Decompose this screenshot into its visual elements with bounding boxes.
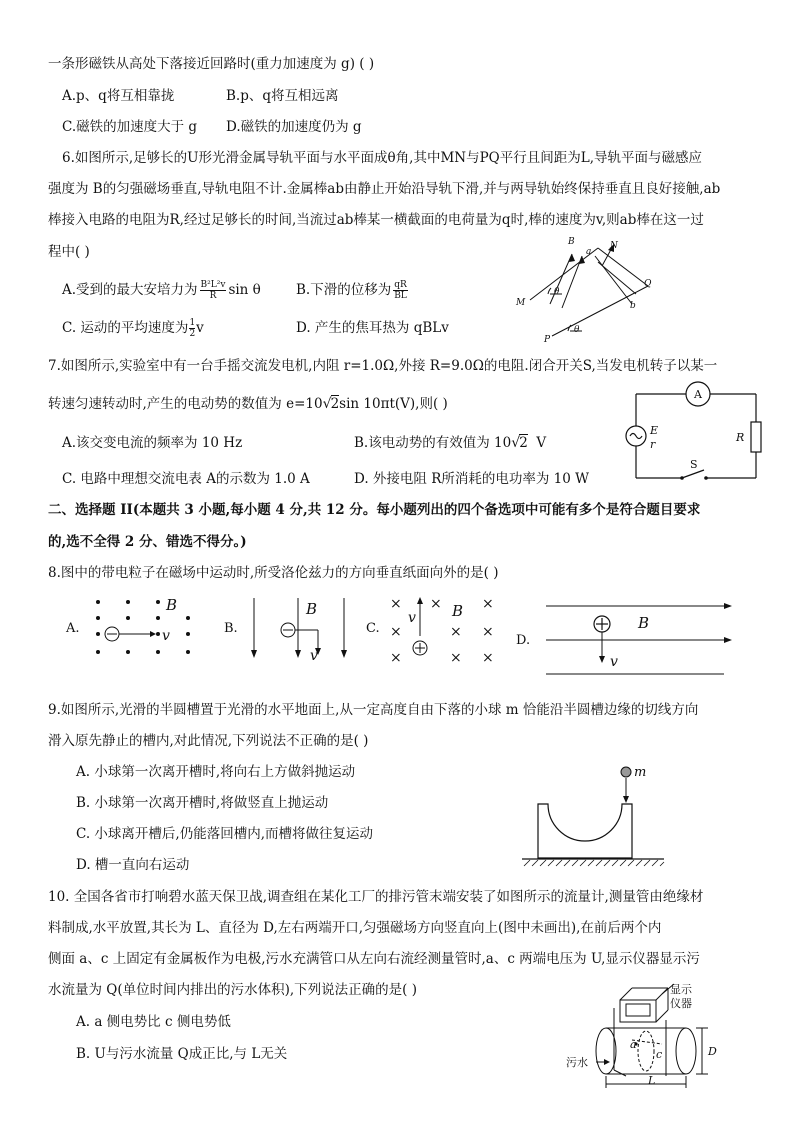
q8-option-d-b-label: B <box>638 614 650 632</box>
q10-stem-line-4: 水流量为 Q(单位时间内排出的污水体积),下列说法正确的是( ) <box>48 982 418 998</box>
q10-length-label: L <box>648 1074 656 1087</box>
q10-flowmeter-figure <box>566 980 736 1092</box>
q9-option-d[interactable]: D. 槽一直向右运动 <box>76 857 190 873</box>
svg-text:×: × <box>390 596 402 612</box>
q7-option-b-sqrt-value: 2 <box>519 435 528 451</box>
q8-stem: 8.图中的带电粒子在磁场中运动时,所受洛伦兹力的方向垂直纸面向外的是( ) <box>48 565 499 581</box>
q8-option-d-figure[interactable] <box>516 596 736 670</box>
q8-option-a-label: A. <box>66 621 80 636</box>
q6-option-a-numerator: B²L²v <box>200 280 226 290</box>
q8-option-a-v-label: v <box>162 628 170 644</box>
q6-option-c-numerator: 1 <box>189 318 196 328</box>
q10-diameter-label: D <box>708 1045 717 1058</box>
q7-ammeter-label: A <box>694 388 702 401</box>
q7-stem-line-1: 7.如图所示,实验室中有一台手摇交流发电机,内阻 r=1.0Ω,外接 R=9.0Ω的电阻.闭合开关S,当发电机转子以某一 <box>48 358 718 374</box>
q7-option-b-pre: B.该电动势的有效值为 10 <box>354 435 512 451</box>
q9-option-b[interactable]: B. 小球第一次离开槽时,将做竖直上抛运动 <box>76 795 329 811</box>
q7-circuit-figure <box>620 380 770 490</box>
q8-option-a-b-label: B <box>166 596 178 614</box>
section-2-heading-line-1: 二、选择题 II(本题共 3 小题,每小题 4 分,共 12 分。每小题列出的四个备选项中可能有多个是符合题目要求 <box>48 502 701 518</box>
q10-option-a[interactable]: A. a 侧电势比 c 侧电势低 <box>76 1014 231 1030</box>
q6-option-a-prefix: A.受到的最大安培力为 <box>62 282 198 298</box>
q5-option-d[interactable]: D.磁铁的加速度仍为 g <box>226 119 362 135</box>
q8-option-c-v-label: v <box>408 610 416 626</box>
q10-option-b[interactable]: B. U与污水流量 Q成正比,与 L无关 <box>76 1046 288 1062</box>
q6-label-m: M <box>516 298 526 308</box>
q7-option-b-sqrt: √ 2 <box>511 435 528 451</box>
q7-stem-line-2-pre: 转速匀速转动时,产生的电动势的数值为 e=10 <box>48 396 323 412</box>
q6-stem-line-1: 6.如图所示,足够长的U形光滑金属导轨平面与水平面成θ角,其中MN与PQ平行且间距为L,导轨平面与磁感应 <box>62 150 703 166</box>
q8-option-d-label: D. <box>516 633 531 648</box>
q7-option-a[interactable]: A.该交变电流的频率为 10 Hz <box>62 435 243 451</box>
q6-option-a[interactable] <box>62 280 261 301</box>
q9-stem-line-2: 滑入原先静止的槽内,对此情况,下列说法不正确的是( ) <box>48 733 369 749</box>
q6-label-n: N <box>610 241 618 251</box>
q6-option-a-fraction <box>200 280 227 301</box>
q6-label-p: P <box>544 335 551 345</box>
q6-label-theta-2: θ <box>574 325 580 335</box>
q7-option-c[interactable]: C. 电路中理想交流电表 A的示数为 1.0 A <box>62 471 310 487</box>
q9-ball-label: m <box>634 765 647 780</box>
svg-text:×: × <box>450 624 462 640</box>
svg-text:×: × <box>482 596 494 612</box>
q7-emf-label: E <box>650 424 659 437</box>
q6-option-c-fraction <box>189 318 195 339</box>
q7-option-b[interactable] <box>354 433 546 453</box>
q7-sqrt: √ 2 <box>322 396 340 412</box>
q7-switch-label: S <box>690 458 698 471</box>
q10-display-label-2: 仪器 <box>670 997 692 1010</box>
svg-text:×: × <box>430 596 442 612</box>
q7-stem-line-2-post: sin 10πt(V),则( ) <box>339 396 448 412</box>
q6-option-b-prefix: B.下滑的位移为 <box>296 282 392 298</box>
q10-stem-line-3: 侧面 a、c 上固定有金属板作为电极,污水充满管口从左向右流经测量管时,a、c 两端电压为 U,显示仪器显示污 <box>48 951 700 967</box>
q10-stem-line-1: 10. 全国各省市打响碧水蓝天保卫战,调查组在某化工厂的排污管末端安装了如图所示的流量计,测量管由绝缘材 <box>48 889 704 905</box>
q7-internal-r-label: r <box>650 438 656 451</box>
svg-text:×: × <box>450 650 462 666</box>
q10-electrode-a-label: a <box>630 1038 637 1051</box>
svg-text:×: × <box>390 650 402 666</box>
q6-label-b-field: B <box>568 237 575 247</box>
q8-option-b-label: B. <box>224 621 238 636</box>
q8-option-b-figure[interactable] <box>222 596 352 664</box>
q9-option-c[interactable]: C. 小球离开槽后,仍能落回槽内,而槽将做往复运动 <box>76 826 374 842</box>
q8-option-c-figure[interactable] <box>364 596 504 666</box>
q6-option-d[interactable]: D. 产生的焦耳热为 qBLv <box>296 320 449 336</box>
q6-option-a-suffix: sin θ <box>228 282 261 298</box>
svg-text:×: × <box>482 624 494 640</box>
q5-option-c[interactable]: C.磁铁的加速度大于 g <box>62 119 198 135</box>
q6-label-a: a <box>586 247 592 257</box>
q7-resistor-label: R <box>736 431 745 444</box>
q10-stem-line-2: 料制成,水平放置,其长为 L、直径为 D,左右两端开口,匀强磁场方向竖直向上(图中未画出),在前后两个内 <box>48 920 662 936</box>
q5-stem: 一条形磁铁从高处下落接近回路时(重力加速度为 g) ( ) <box>48 56 375 72</box>
q7-option-d[interactable]: D. 外接电阻 R所消耗的电功率为 10 W <box>354 471 590 487</box>
q5-option-a[interactable]: A.p、q将互相靠拢 <box>62 88 175 104</box>
q6-option-b-denominator: BL <box>394 291 407 301</box>
q8-option-c-b-label: B <box>452 602 464 620</box>
svg-text:×: × <box>390 624 402 640</box>
q6-rails-figure <box>510 232 670 345</box>
q8-option-b-b-label: B <box>306 600 318 618</box>
q6-stem-line-4: 程中( ) <box>48 244 90 260</box>
section-2-heading-line-2: 的,选不全得 2 分、错选不得分。) <box>48 534 247 550</box>
q6-option-c-denominator: 2 <box>189 329 196 339</box>
q6-option-c-suffix: v <box>196 320 204 336</box>
q6-stem-line-2: 强度为 B的匀强磁场垂直,导轨电阻不计.金属棒ab由静止开始沿导轨下滑,并与两导轨始终保持垂直且良好接触,ab <box>48 181 721 197</box>
q9-option-a[interactable]: A. 小球第一次离开槽时,将向右上方做斜抛运动 <box>76 764 356 780</box>
q8-option-c-label: C. <box>366 621 380 636</box>
svg-text:×: × <box>482 650 494 666</box>
q8-option-d-v-label: v <box>610 654 618 670</box>
q6-option-b-numerator: qR <box>394 280 407 290</box>
q7-sqrt-value: 2 <box>330 396 340 412</box>
q8-option-b-v-label: v <box>310 648 318 664</box>
q6-option-a-denominator: R <box>209 291 217 301</box>
q6-option-c[interactable] <box>62 318 204 339</box>
q9-trough-figure <box>518 762 668 874</box>
q6-option-b[interactable] <box>296 280 410 301</box>
q6-option-b-fraction <box>393 280 408 301</box>
q10-electrode-c-label: c <box>656 1048 663 1061</box>
q10-display-label-1: 显示 <box>670 983 692 996</box>
q6-option-c-prefix: C. 运动的平均速度为 <box>62 320 189 336</box>
q9-stem-line-1: 9.如图所示,光滑的半圆槽置于光滑的水平地面上,从一定高度自由下落的小球 m 恰能沿半圆槽边缘的切线方向 <box>48 702 699 718</box>
q7-option-b-unit: V <box>536 435 547 451</box>
q6-label-theta-1: θ <box>554 287 560 297</box>
q6-label-b-end: b <box>630 301 636 311</box>
q6-label-q: Q <box>644 279 652 289</box>
q8-option-a-figure[interactable] <box>62 596 202 660</box>
q7-stem-line-2 <box>48 394 448 414</box>
q10-water-label: 污水 <box>566 1056 588 1069</box>
q6-stem-line-3: 棒接入电路的电阻为R,经过足够长的时间,当流过ab棒某一横截面的电荷量为q时,棒的速度为v,则ab棒在这一过 <box>48 212 704 228</box>
q5-option-b[interactable]: B.p、q将互相远离 <box>226 88 339 104</box>
